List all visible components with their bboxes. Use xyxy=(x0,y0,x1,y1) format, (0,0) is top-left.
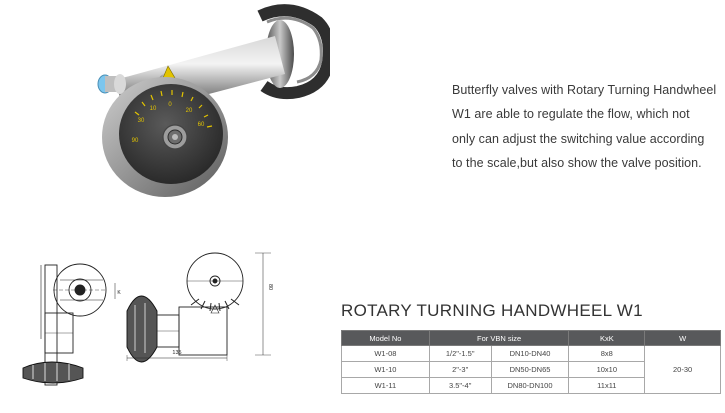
cell-kxk: 10x10 xyxy=(569,362,645,378)
cell-model: W1-10 xyxy=(342,362,430,378)
cell-inch-size: 1/2"-1.5" xyxy=(429,346,491,362)
dial-label: 0 xyxy=(168,102,172,108)
spec-table xyxy=(341,330,721,394)
cell-inch-size: 2"-3" xyxy=(429,362,491,378)
product-description xyxy=(452,78,722,176)
dimension-height-label: 80 xyxy=(267,283,273,291)
cell-kxk: 8x8 xyxy=(569,346,645,362)
column-header-vbn-size: For VBN size xyxy=(429,331,569,346)
column-header-w: W xyxy=(645,331,721,346)
cell-dn-size: DN10-DN40 xyxy=(491,346,569,362)
dimension-length-label: 135 xyxy=(172,350,182,356)
dial xyxy=(102,77,228,197)
technical-drawing xyxy=(15,243,285,413)
table-header-row xyxy=(342,331,721,346)
cell-dn-size: DN50-DN65 xyxy=(491,362,569,378)
column-header-kxk: KxK xyxy=(569,331,645,346)
dial-label: 10 xyxy=(149,106,157,112)
dimension-k-label: K xyxy=(117,290,121,296)
section-title: ROTARY TURNING HANDWHEEL W1 xyxy=(341,301,643,320)
column-header-model: Model No xyxy=(342,331,430,346)
dial-label: 60 xyxy=(197,122,205,128)
dial-label: 90 xyxy=(131,138,139,144)
cell-inch-size: 3.5"-4" xyxy=(429,378,491,394)
cell-kxk: 11x11 xyxy=(569,378,645,394)
cell-model: W1-11 xyxy=(342,378,430,394)
dial-label: 30 xyxy=(137,118,145,124)
table-row xyxy=(342,346,721,362)
cell-model: W1-08 xyxy=(342,346,430,362)
dial-label: 20 xyxy=(185,108,193,114)
description-text: Butterfly valves with Rotary Turning Handwheel W1 are able to regulate the flow, which not only can adjust the switching value according to the scale,but also show the valve position. xyxy=(452,83,717,171)
product-image xyxy=(95,2,330,207)
cell-dn-size: DN80-DN100 xyxy=(491,378,569,394)
cell-w: 20-30 xyxy=(645,346,721,394)
